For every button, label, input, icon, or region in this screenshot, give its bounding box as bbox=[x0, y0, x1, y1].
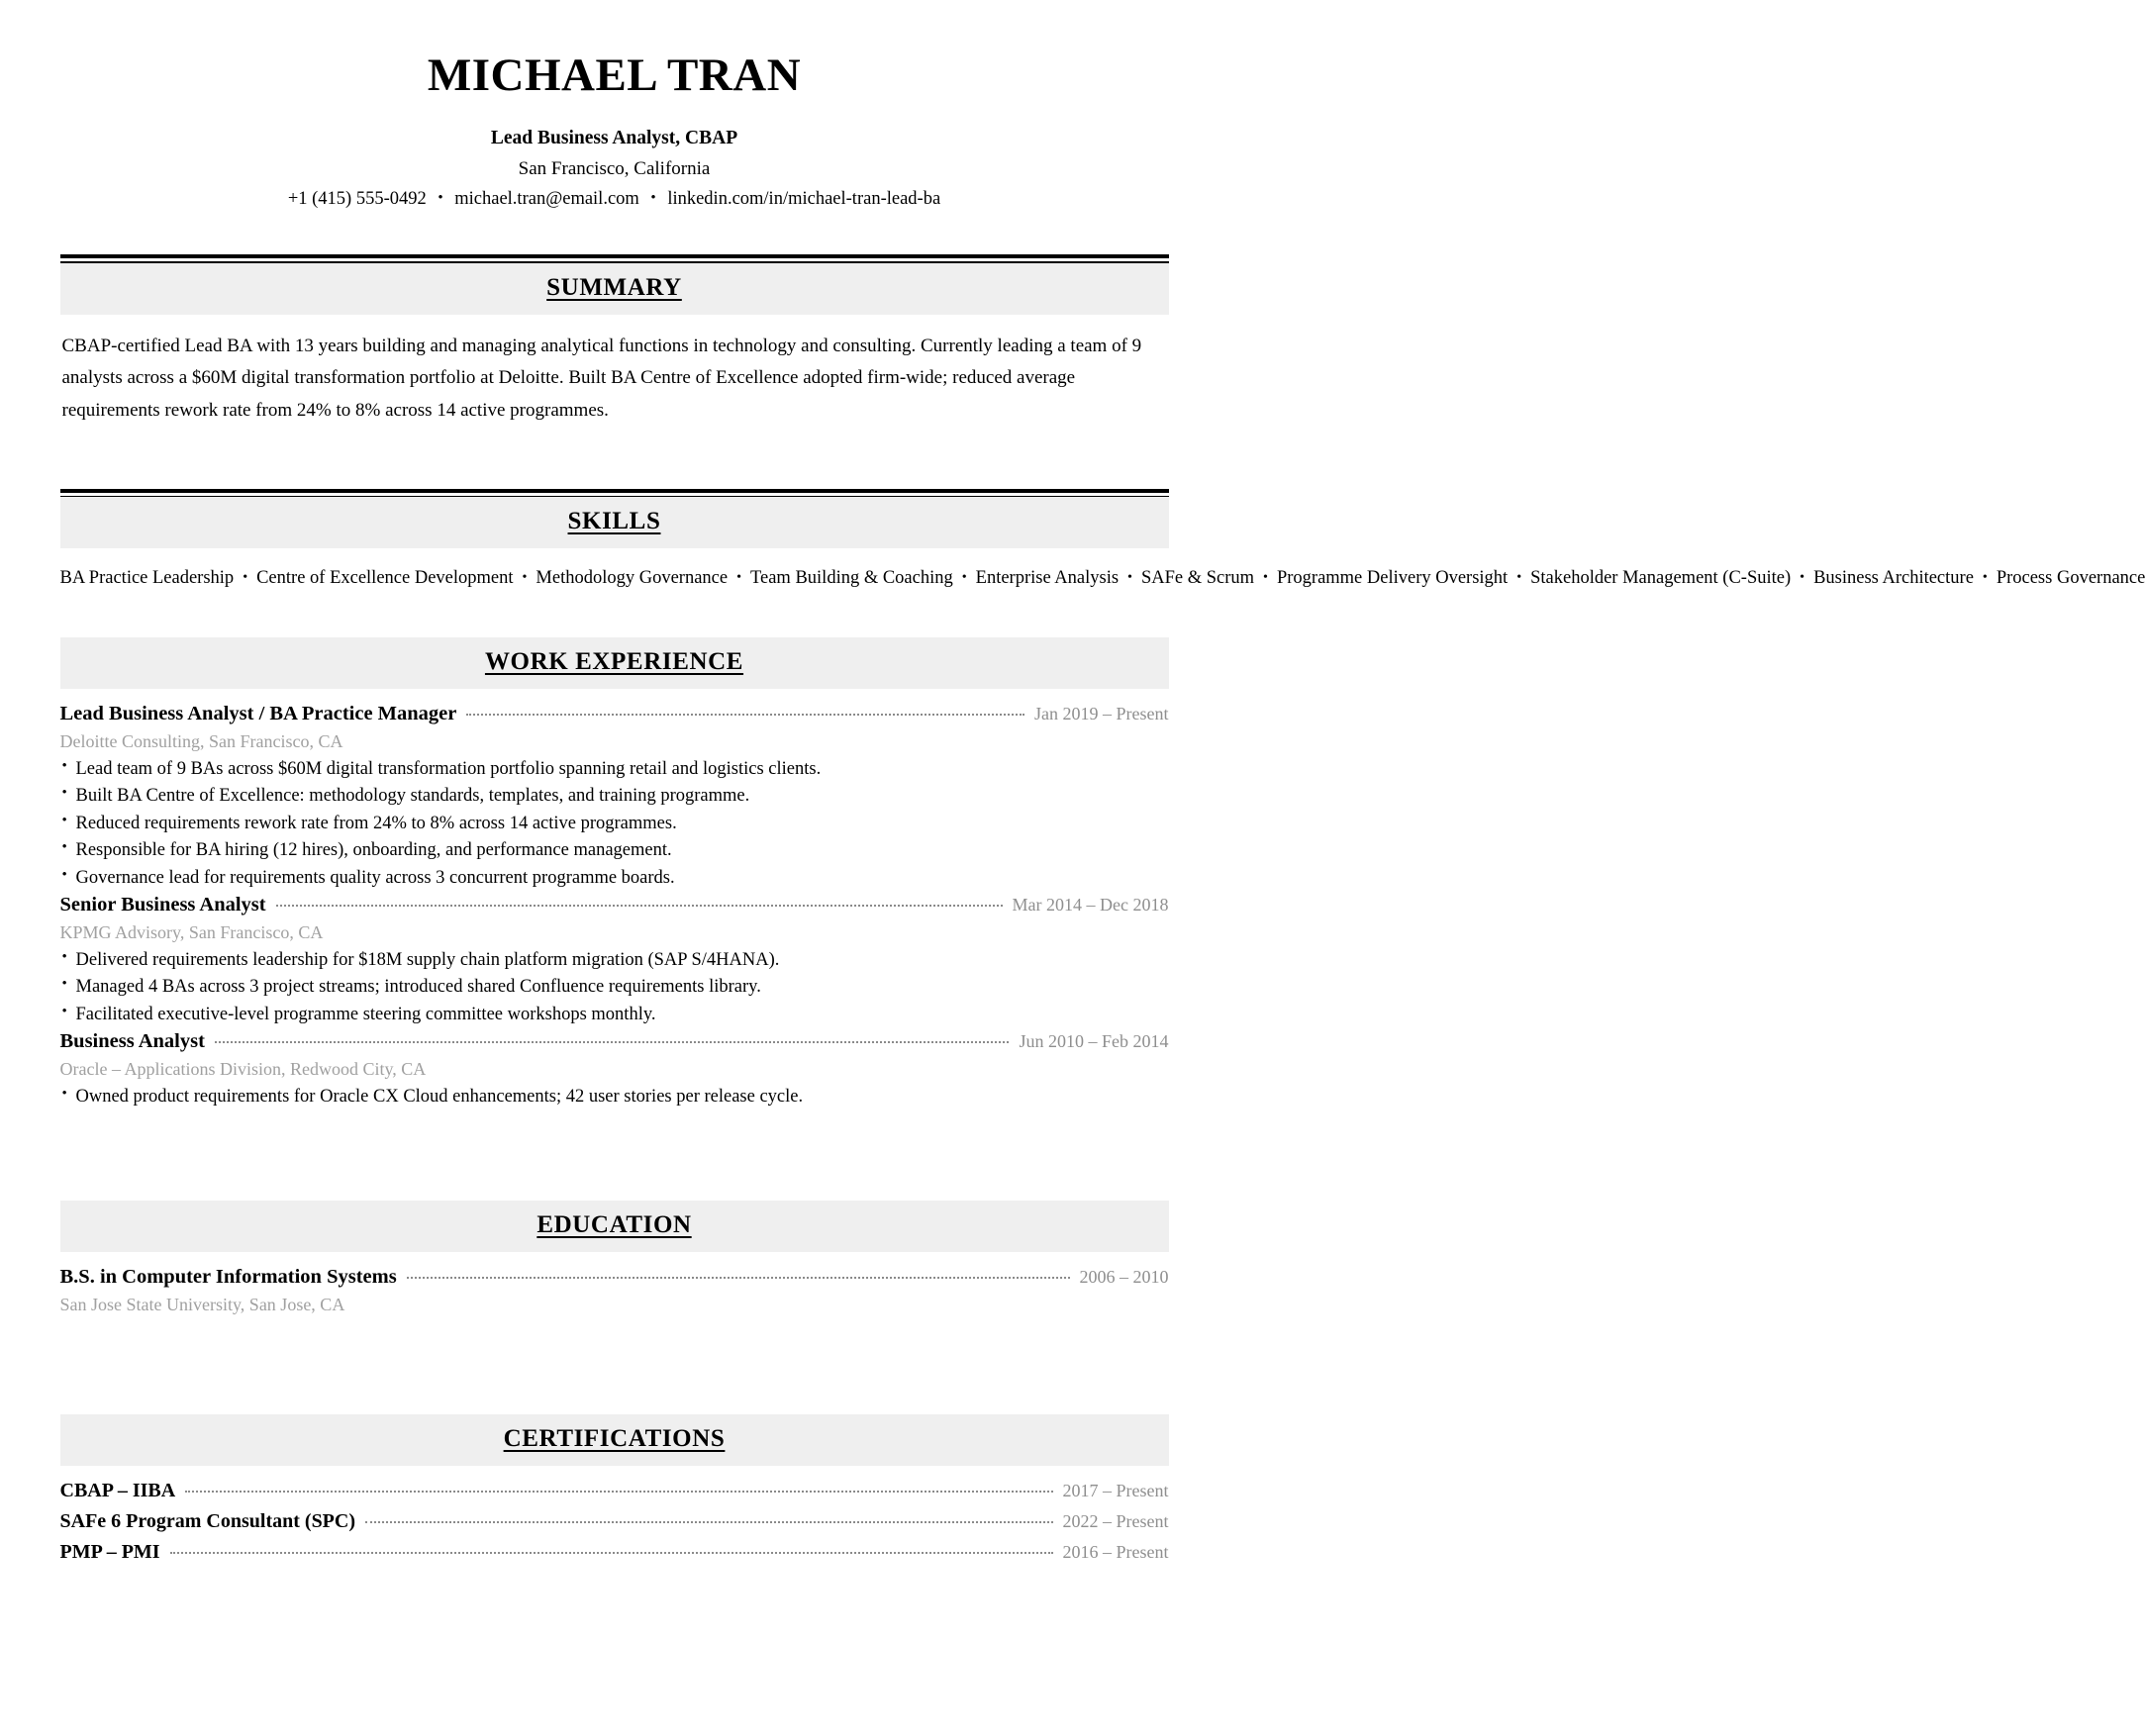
section-title-summary: SUMMARY bbox=[546, 273, 682, 301]
work-entry-title: Business Analyst bbox=[59, 1030, 205, 1053]
work-entry-date: Jan 2019 – Present bbox=[1034, 703, 1169, 723]
section-title-skills: SKILLS bbox=[567, 508, 661, 535]
section-top-rule bbox=[60, 489, 1169, 498]
work-entry-bullets bbox=[60, 756, 1169, 892]
spacer bbox=[60, 428, 1169, 489]
skill-item: BA Practice Leadership bbox=[59, 568, 235, 589]
section-title-education: EDUCATION bbox=[536, 1210, 692, 1238]
bullet-item: • Responsible for BA hiring (12 hires), onboarding, and performance management. bbox=[60, 837, 1169, 864]
work-entry-header bbox=[60, 1030, 1169, 1053]
work-experience-entries bbox=[60, 703, 1169, 1111]
skill-separator-icon: • bbox=[1982, 570, 1988, 586]
section-title-certifications: CERTIFICATIONS bbox=[503, 1424, 726, 1452]
skill-item: Stakeholder Management (C-Suite) bbox=[1530, 568, 1792, 589]
certification-entry-title: SAFe 6 Program Consultant (SPC) bbox=[59, 1509, 356, 1532]
education-entry-header bbox=[60, 1266, 1169, 1289]
section-summary bbox=[60, 254, 1169, 428]
work-entry-title: Lead Business Analyst / BA Practice Manager bbox=[59, 702, 457, 724]
skills-list bbox=[59, 564, 2145, 594]
section-header-band-education bbox=[60, 1201, 1169, 1252]
skill-item: Process Governance bbox=[1996, 568, 2145, 589]
skill-separator-icon: • bbox=[522, 570, 528, 586]
skill-separator-icon: • bbox=[736, 570, 741, 586]
dotted-leader bbox=[466, 713, 1024, 716]
section-header-band-work-experience bbox=[60, 637, 1169, 689]
certification-entry-date: 2022 – Present bbox=[1062, 1510, 1169, 1531]
bullet-item: • Owned product requirements for Oracle CX Cloud enhancements; 42 user stories per release cycle. bbox=[60, 1084, 1169, 1110]
resume-header bbox=[60, 51, 1169, 211]
dotted-leader bbox=[276, 904, 1003, 907]
certification-entry-title: CBAP – IIBA bbox=[59, 1479, 176, 1501]
contact-separator-icon: • bbox=[438, 189, 443, 206]
summary-paragraph: CBAP-certified Lead BA with 13 years building and managing analytical functions in technology and consulting. Currently leading a team of 9 analysts across a $60M digital transformation portfolio at Deloitte. Built BA Centre of Excellence adopted firm-wide; reduced average requirements rework rate from 24% to 8% across 14 active programmes. bbox=[61, 335, 1142, 421]
candidate-headline: Lead Business Analyst, CBAP bbox=[490, 127, 738, 148]
spacer bbox=[60, 594, 1169, 637]
work-entry-header bbox=[60, 894, 1169, 916]
contact-separator-icon: • bbox=[650, 189, 656, 206]
candidate-location: San Francisco, California bbox=[518, 158, 711, 180]
certification-entry-title: PMP – PMI bbox=[59, 1540, 160, 1563]
contact-line bbox=[60, 187, 1169, 211]
certification-entry-header bbox=[60, 1480, 1169, 1502]
spacer bbox=[60, 1319, 1169, 1414]
education-entries bbox=[60, 1266, 1169, 1317]
skill-item: SAFe & Scrum bbox=[1140, 568, 1255, 589]
spacer bbox=[60, 1113, 1169, 1201]
work-entry-bullets bbox=[60, 1084, 1169, 1110]
bullet-item: • Built BA Centre of Excellence: methodology standards, templates, and training programme. bbox=[60, 783, 1169, 810]
work-entry-title: Senior Business Analyst bbox=[59, 893, 266, 916]
skill-separator-icon: • bbox=[1516, 570, 1522, 586]
section-header-band-skills bbox=[60, 497, 1169, 548]
dotted-leader bbox=[185, 1490, 1052, 1493]
skill-separator-icon: • bbox=[243, 570, 248, 586]
skill-item: Centre of Excellence Development bbox=[256, 568, 514, 589]
work-entry bbox=[60, 894, 1169, 1028]
skill-item: Enterprise Analysis bbox=[975, 568, 1120, 589]
section-education bbox=[60, 1201, 1169, 1317]
skill-item: Methodology Governance bbox=[536, 568, 729, 589]
bullet-item: • Governance lead for requirements quality across 3 concurrent programme boards. bbox=[60, 865, 1169, 892]
skill-separator-icon: • bbox=[961, 570, 967, 586]
section-work-experience bbox=[60, 637, 1169, 1111]
work-entry bbox=[60, 703, 1169, 892]
work-entry-date: Mar 2014 – Dec 2018 bbox=[1012, 894, 1169, 915]
work-entry-subtitle: KPMG Advisory, San Francisco, CA bbox=[59, 921, 324, 942]
phone-text: +1 (415) 555-0492 bbox=[287, 188, 427, 209]
bullet-item: • Lead team of 9 BAs across $60M digital transformation portfolio spanning retail and logistics clients. bbox=[60, 756, 1169, 783]
work-entry-date: Jun 2010 – Feb 2014 bbox=[1019, 1031, 1169, 1052]
education-entry-subtitle: San Jose State University, San Jose, CA bbox=[59, 1294, 345, 1314]
education-entry bbox=[60, 1266, 1169, 1317]
bullet-item: • Delivered requirements leadership for $18M supply chain platform migration (SAP S/4HANA). bbox=[60, 947, 1169, 974]
certification-entry-header bbox=[60, 1541, 1169, 1564]
dotted-leader bbox=[170, 1551, 1053, 1554]
section-header-band-certifications bbox=[60, 1414, 1169, 1466]
work-entry bbox=[60, 1030, 1169, 1110]
resume-content bbox=[59, 0, 2145, 1564]
skill-separator-icon: • bbox=[1800, 570, 1805, 586]
linkedin-text: linkedin.com/in/michael-tran-lead-ba bbox=[667, 188, 941, 209]
certification-entry bbox=[60, 1480, 1169, 1502]
section-header-band-summary bbox=[60, 263, 1169, 315]
bullet-item: • Managed 4 BAs across 3 project streams; introduced shared Confluence requirements library. bbox=[60, 974, 1169, 1001]
skill-item: Programme Delivery Oversight bbox=[1276, 568, 1509, 589]
section-top-rule bbox=[60, 254, 1169, 263]
certification-entries bbox=[60, 1480, 1169, 1564]
certification-entry-date: 2016 – Present bbox=[1062, 1541, 1169, 1562]
section-skills bbox=[59, 489, 2145, 594]
skill-item: Team Building & Coaching bbox=[750, 568, 953, 589]
certification-entry-header bbox=[60, 1510, 1169, 1533]
dotted-leader bbox=[407, 1276, 1070, 1279]
spacer bbox=[60, 211, 1169, 254]
dotted-leader bbox=[365, 1520, 1052, 1523]
work-entry-subtitle: Oracle – Applications Division, Redwood City, CA bbox=[59, 1059, 427, 1080]
certification-entry bbox=[60, 1541, 1169, 1564]
certification-entry-date: 2017 – Present bbox=[1062, 1480, 1169, 1500]
certification-entry bbox=[60, 1510, 1169, 1533]
education-entry-date: 2006 – 2010 bbox=[1079, 1266, 1169, 1287]
skill-item: Business Architecture bbox=[1813, 568, 1974, 589]
dotted-leader bbox=[215, 1040, 1010, 1043]
work-entry-bullets bbox=[60, 947, 1169, 1028]
bullet-item: • Reduced requirements rework rate from 24% to 8% across 14 active programmes. bbox=[60, 811, 1169, 837]
section-title-work-experience: WORK EXPERIENCE bbox=[484, 647, 744, 675]
candidate-name: MICHAEL TRAN bbox=[427, 49, 802, 101]
email-text: michael.tran@email.com bbox=[454, 188, 639, 209]
bullet-item: • Facilitated executive-level programme steering committee workshops monthly. bbox=[60, 1002, 1169, 1028]
section-certifications bbox=[60, 1414, 1169, 1564]
skill-separator-icon: • bbox=[1263, 570, 1268, 586]
education-entry-title: B.S. in Computer Information Systems bbox=[59, 1265, 397, 1288]
skill-separator-icon: • bbox=[1127, 570, 1132, 586]
work-entry-header bbox=[60, 703, 1169, 725]
work-entry-subtitle: Deloitte Consulting, San Francisco, CA bbox=[59, 730, 343, 751]
